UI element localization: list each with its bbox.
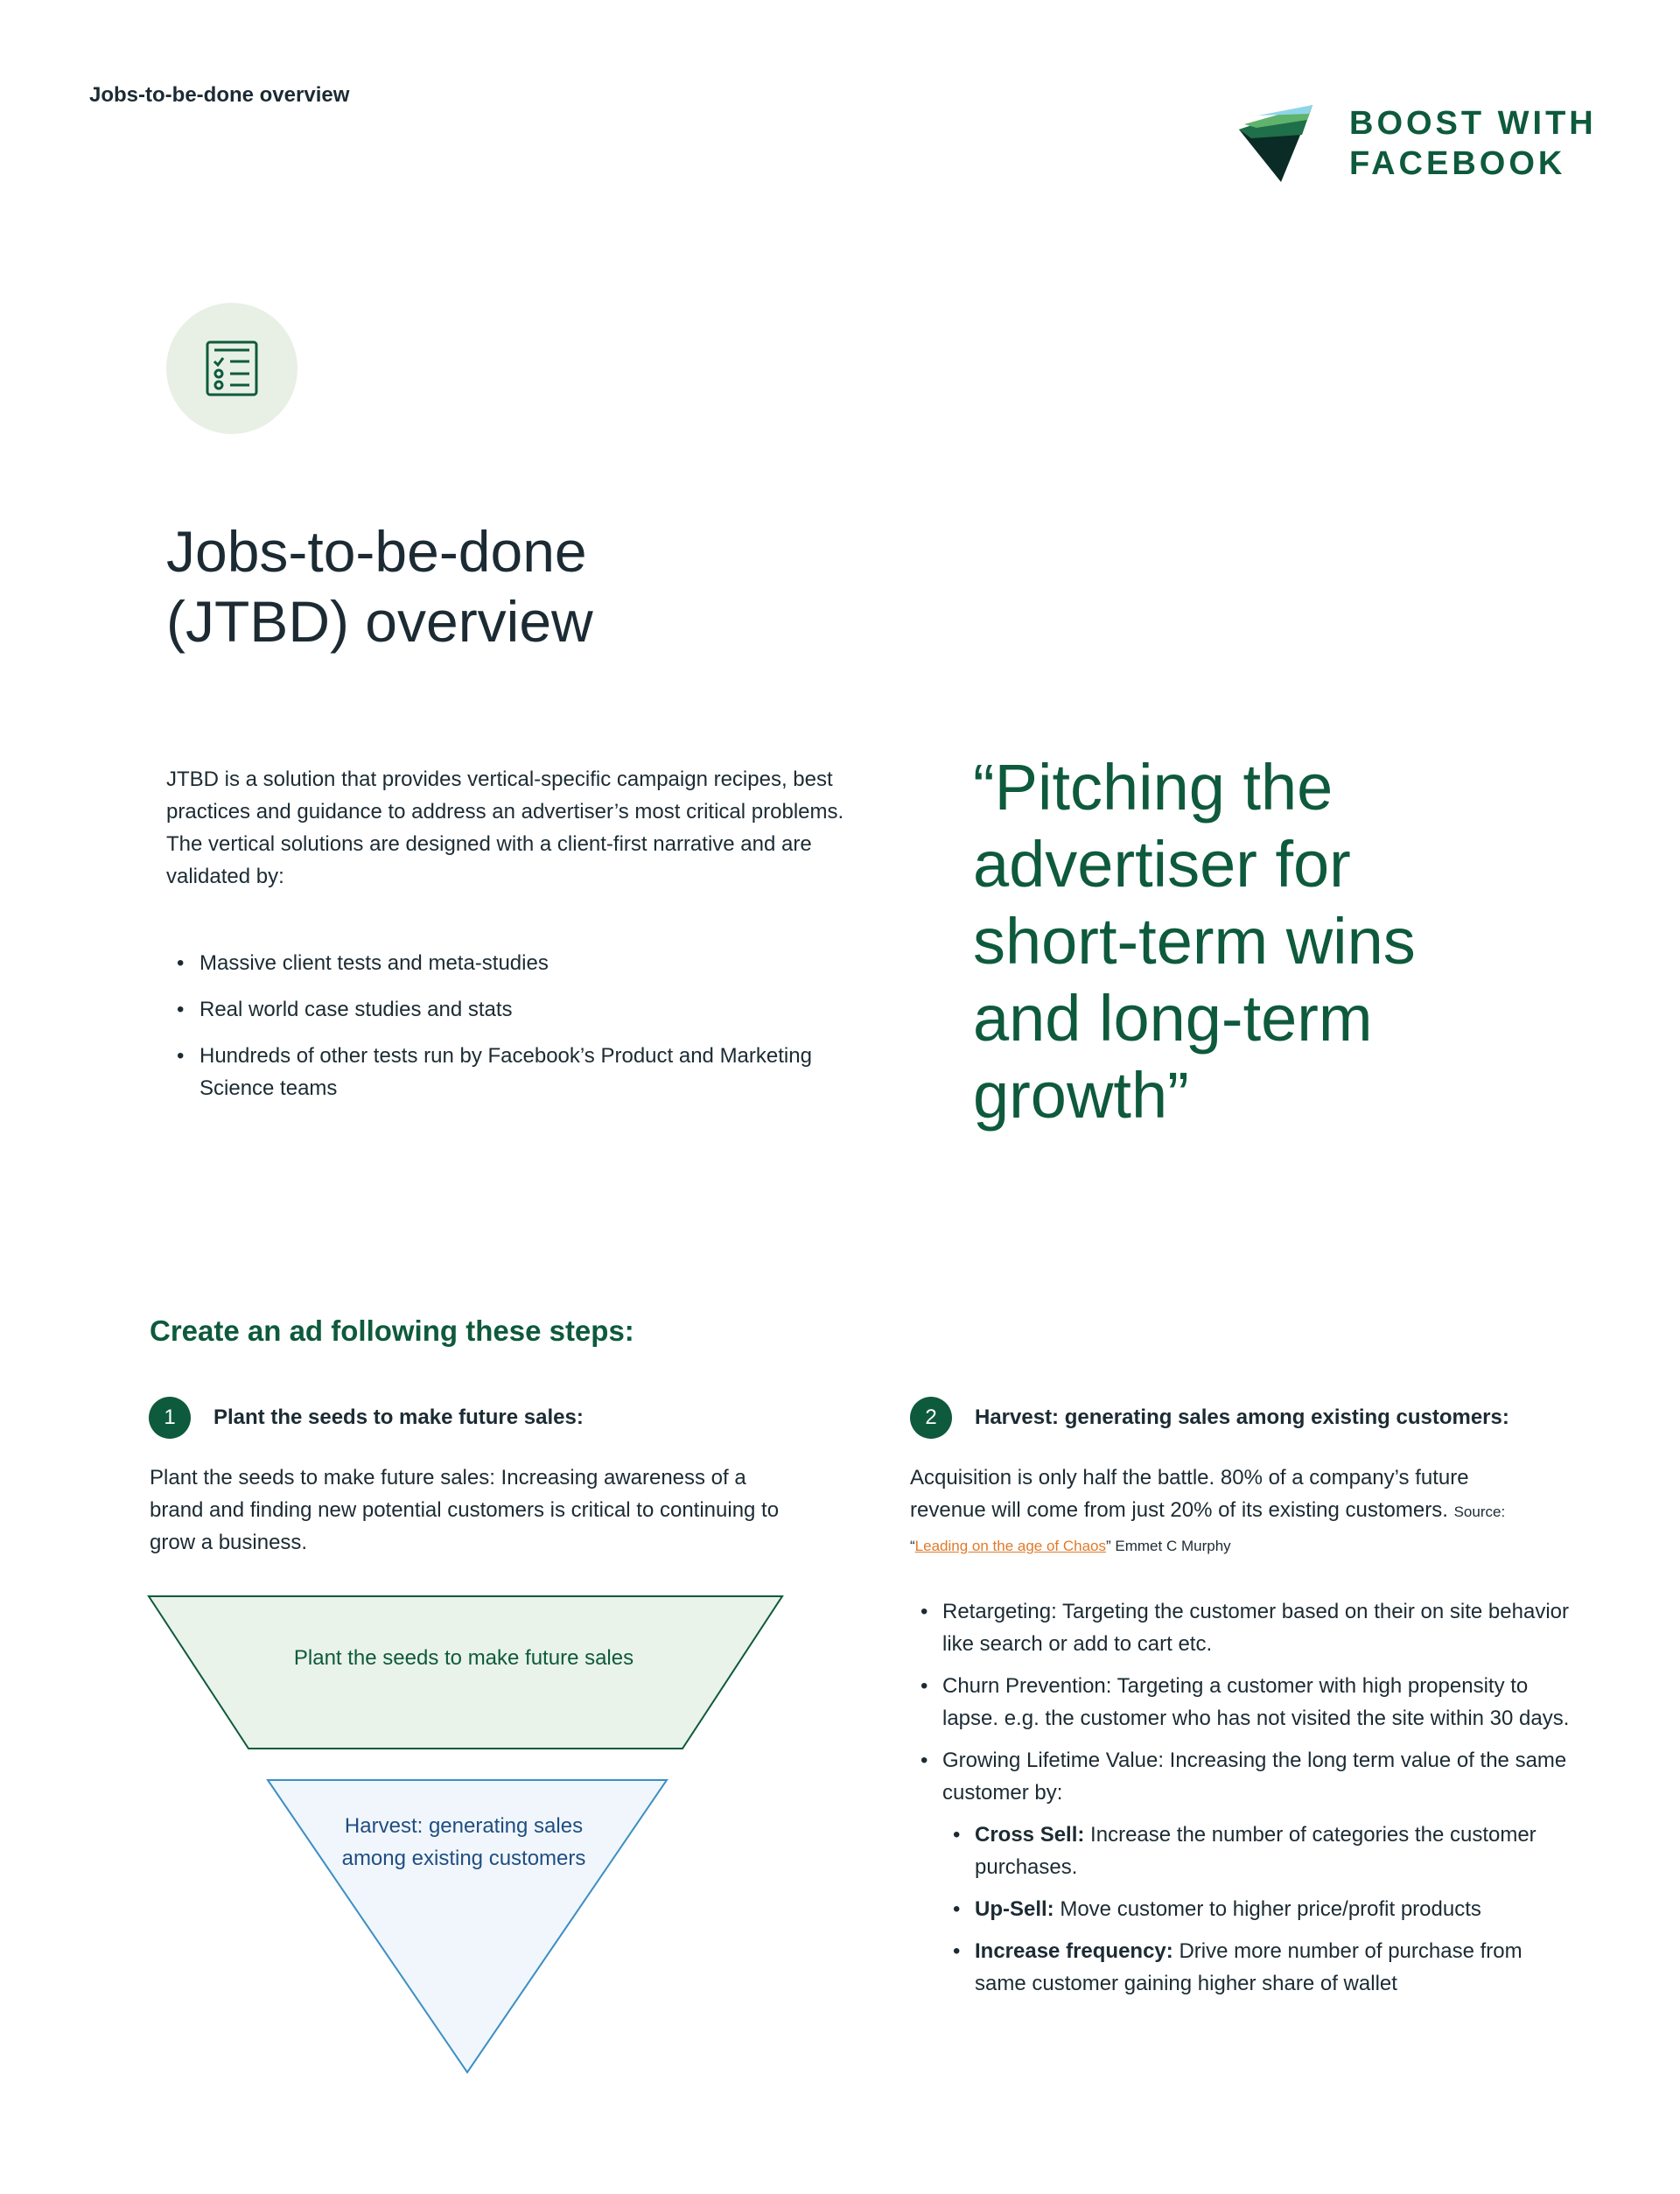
intro-text: [166, 763, 866, 893]
source-prefix: Source: “: [910, 1504, 1506, 1554]
quote-line: “Pitching the: [973, 751, 1334, 824]
list-item-term: Cross Sell:: [975, 1823, 1085, 1847]
list-item: [942, 1819, 1575, 1883]
step-2-description: [910, 1461, 1540, 1562]
pull-quote: [973, 749, 1603, 1134]
brand-line-2: FACEBOOK: [1349, 145, 1566, 182]
list-item-text: Drive more number of purchase from same customer gaining higher share of wallet: [975, 1939, 1522, 1995]
step-number-badge: 1: [149, 1397, 191, 1439]
list-item-term: Increase frequency:: [975, 1939, 1173, 1963]
list-item-term: Up-Sell:: [975, 1897, 1054, 1921]
quote-line: short-term wins: [973, 905, 1416, 978]
checklist-icon: [204, 340, 260, 396]
brand-logo[interactable]: [1239, 103, 1597, 184]
intro-paragraph: JTBD is a solution that provides vertical-specific campaign recipes, best practices and guidance to address an advertiser’s most critical problems. The vertical solutions are designed with a client-first narrative and are validated by:: [166, 768, 844, 888]
list-item-text: Growing Lifetime Value: Increasing the long term value of the same customer by:: [942, 1749, 1567, 1805]
step-title: Harvest: generating sales among existing customers:: [975, 1405, 1509, 1429]
list-item-text: Move customer to higher price/profit products: [1054, 1897, 1481, 1921]
step-2-header: [910, 1397, 1509, 1439]
validation-list: [166, 947, 866, 1118]
funnel-top-label: Plant the seeds to make future sales: [293, 1646, 634, 1670]
list-item: • Hundreds of other tests run by Facebook’s Product and Marketing Science teams: [166, 1040, 866, 1104]
step-2-description-text: Acquisition is only half the battle. 80% of a company’s future revenue will come from just 20% of its existing customers.: [910, 1466, 1469, 1522]
list-item: • Churn Prevention: Targeting a customer with high propensity to lapse. e.g. the customer who has not visited the site within 30 days.: [910, 1670, 1575, 1735]
step-1-description: Plant the seeds to make future sales: Increasing awareness of a brand and finding new potential customers is critical to continuing to grow a business.: [150, 1466, 780, 1554]
step-number-badge: 2: [910, 1397, 952, 1439]
list-item-text: Increase the number of categories the customer purchases.: [975, 1823, 1536, 1879]
paper-plane-logo-icon: [1239, 105, 1326, 182]
list-item: • Retargeting: Targeting the customer based on their on site behavior like search or add to cart etc.: [910, 1595, 1575, 1660]
page-title-line-2: (JTBD) overview: [166, 589, 593, 654]
list-item: • Massive client tests and meta-studies: [166, 947, 866, 979]
checklist-badge: [166, 303, 298, 434]
list-item: [910, 1744, 1575, 2000]
page-title: [166, 516, 954, 656]
brand-wordmark: [1349, 103, 1597, 184]
page-eyebrow: Jobs-to-be-done overview: [89, 83, 350, 107]
funnel-bottom-label: Harvest: generating sales among existing customers: [341, 1814, 586, 1870]
source-link[interactable]: Leading on the age of Chaos: [914, 1538, 1107, 1554]
brand-line-1: BOOST WITH: [1349, 105, 1597, 142]
quote-line: advertiser for: [973, 828, 1351, 901]
source-suffix: ” Emmet C Murphy: [1106, 1538, 1231, 1554]
ltv-sublist: [942, 1819, 1575, 2000]
list-item: [942, 1935, 1575, 2000]
quote-line: growth”: [973, 1059, 1189, 1132]
list-item: [942, 1893, 1575, 1925]
step-title: Plant the seeds to make future sales:: [214, 1405, 584, 1429]
page-title-line-1: Jobs-to-be-done: [166, 519, 587, 584]
quote-line: and long-term: [973, 982, 1373, 1055]
steps-heading: Create an ad following these steps:: [150, 1314, 634, 1347]
harvest-tactics-list: [910, 1595, 1575, 2009]
step-1-header: [149, 1397, 584, 1439]
list-item: • Real world case studies and stats: [166, 993, 866, 1026]
